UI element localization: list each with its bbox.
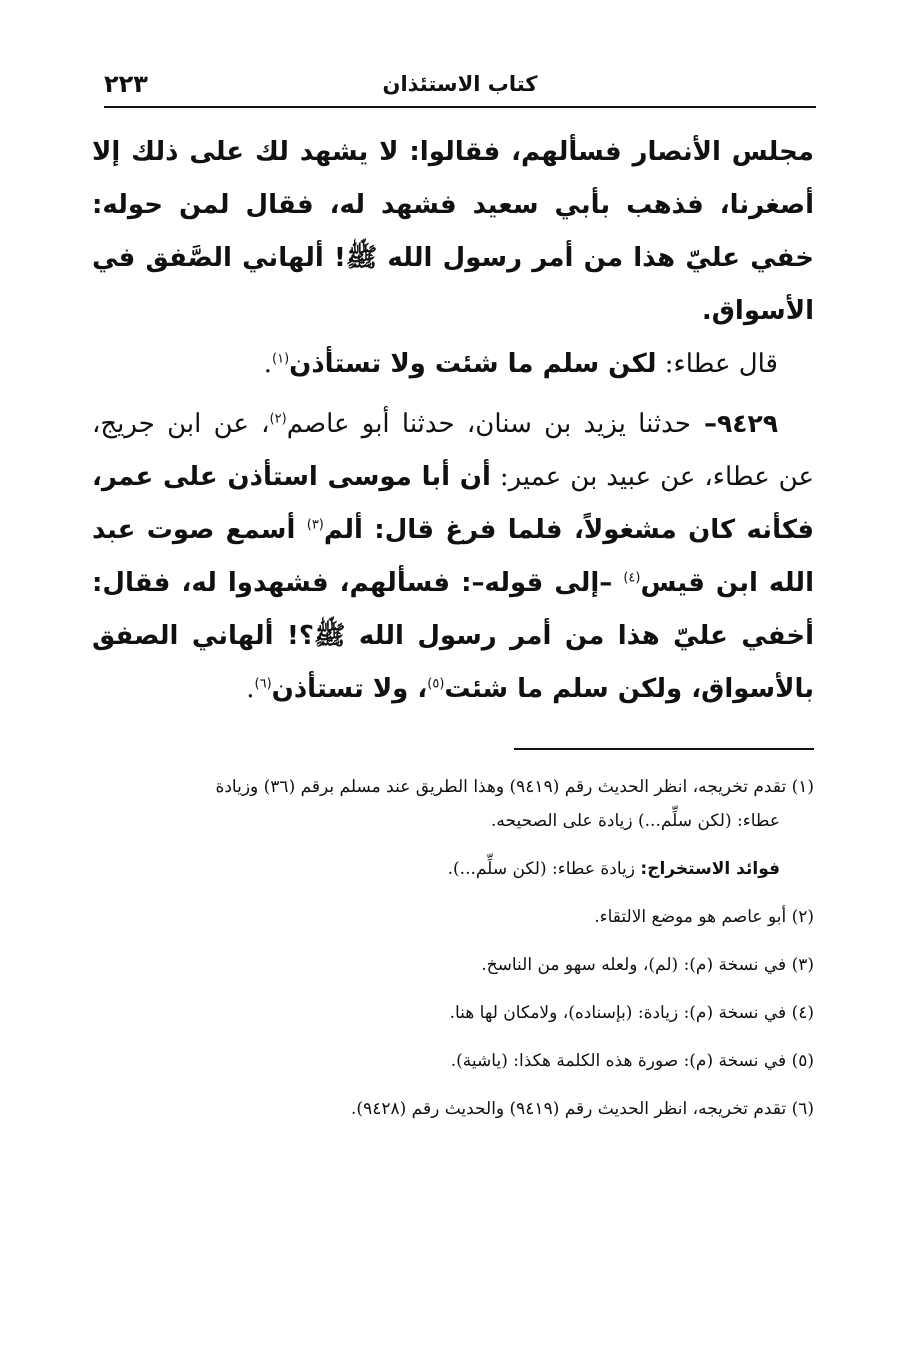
footnote-ref-4: (٤)	[623, 570, 641, 586]
footnote-1-line-2: عطاء: (لكن سلِّم...) زيادة على الصحيحه.	[491, 811, 780, 831]
isnad-part-a: حدثنا يزيد بن سنان، حدثنا أبو عاصم	[286, 409, 691, 439]
footnote-2: (٢) أبو عاصم هو موضع الالتقاء.	[594, 907, 814, 927]
footnotes	[92, 770, 814, 1140]
matn-end: .	[246, 674, 255, 704]
main-text	[92, 126, 814, 716]
page-number: ٢٢٣	[104, 70, 148, 98]
running-head	[104, 68, 816, 108]
hadith-9429	[92, 397, 814, 716]
footnote-ref-6: (٦)	[254, 676, 272, 692]
matn-part-f: ، ولا تستأذن	[271, 674, 428, 704]
ata-statement: لكن سلم ما شئت ولا تستأذن	[289, 349, 657, 379]
isnad-part-b: ، عن ابن جريج، عن عطاء، عن عبيد بن عمير:	[92, 409, 814, 492]
paragraph-ata-quote	[92, 338, 814, 391]
footnote-ref-2: (٢)	[269, 411, 287, 427]
footnote-4: (٤) في نسخة (م): زيادة: (بإسناده)، ولامكان لها هنا.	[449, 1003, 814, 1023]
benefit-text: زيادة عطاء: (لكن سلِّم...).	[447, 859, 641, 879]
footnote-5: (٥) في نسخة (م): صورة هذه الكلمة هكذا: (ياشية).	[450, 1051, 814, 1071]
matn-part-d: أسمع صوت عبد الله ابن قيس	[92, 515, 814, 598]
paragraph-continuation: مجلس الأنصار فسألهم، فقالوا: لا يشهد لك على ذلك إلا أصغرنا، فذهب بأبي سعيد فشهد له، فقال لمن حوله: خفي عليّ هذا من أمر رسول الله ﷺ! ألهاني الصَّفق في الأسواق.	[92, 137, 814, 326]
matn-part-c: أن أبا موسى استأذن على عمر، فكأنه كان مشغولاً، فلما فرغ قال: ألم	[92, 462, 814, 545]
footnote-1-benefit	[92, 852, 814, 886]
footnote-6: (٦) تقدم تخريجه، انظر الحديث رقم (٩٤١٩) والحديث رقم (٩٤٢٨).	[351, 1099, 814, 1119]
benefit-label: فوائد الاستخراج:	[640, 859, 780, 879]
header-rule	[104, 106, 816, 108]
footnote-ref-5: (٥)	[427, 676, 445, 692]
footnote-1-line-1: (١) تقدم تخريجه، انظر الحديث رقم (٩٤١٩) وهذا الطريق عند مسلم برقم (٣٦) وزيادة	[215, 777, 814, 797]
ata-end: .	[263, 349, 272, 379]
footnote-ref-1: (١)	[272, 351, 290, 367]
hadith-dash: –	[690, 409, 717, 439]
footnote-ref-3: (٣)	[306, 517, 324, 533]
footnote-3: (٣) في نسخة (م): (لم)، ولعله سهو من الناسخ.	[481, 955, 814, 975]
header-title: كتاب الاستئذان	[382, 72, 538, 96]
ata-intro: قال عطاء:	[656, 349, 778, 379]
footnote-separator	[514, 748, 814, 750]
matn-part-e: –إلى قوله–: فسألهم، فشهدوا له، فقال: أخفي عليّ هذا من أمر رسول الله ﷺ؟! ألهاني الصفق بالأسواق، ولكن سلم ما شئت	[92, 568, 814, 704]
hadith-number: ٩٤٢٩	[716, 409, 778, 438]
